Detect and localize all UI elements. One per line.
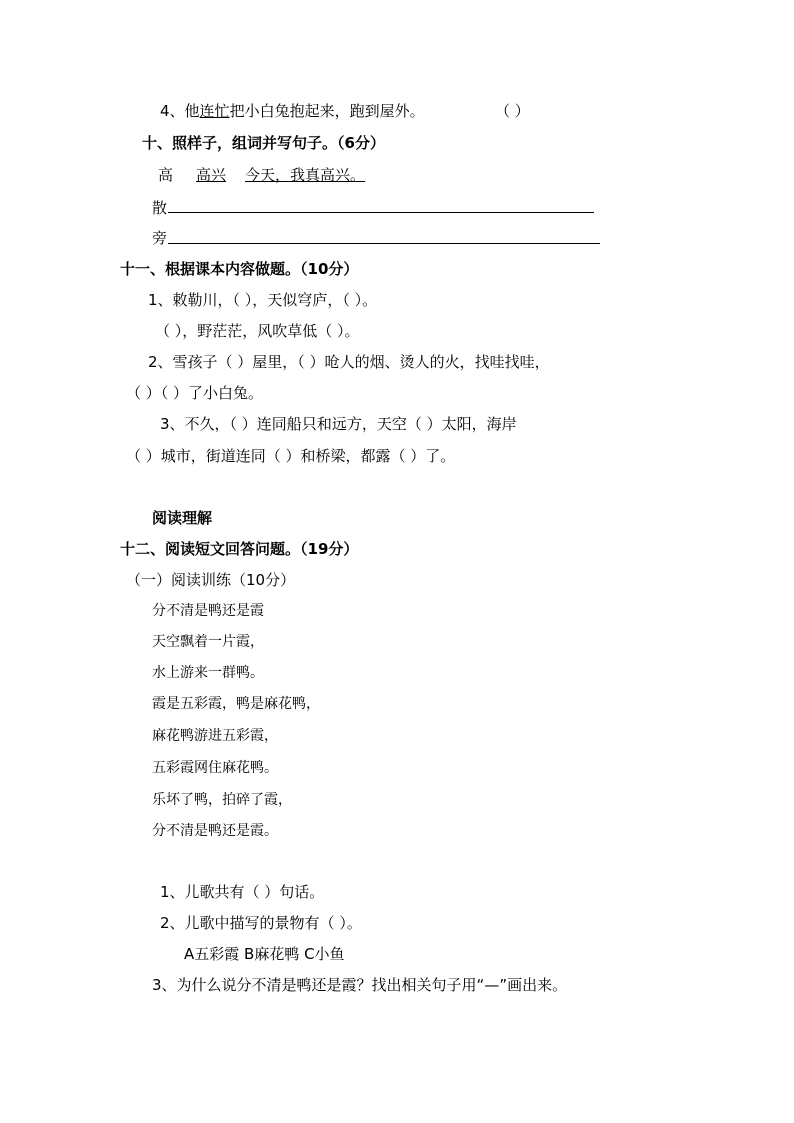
section-10-heading: 十、照样子，组词并写句子。（6分） [142, 134, 385, 152]
answer-blank: （ ） [495, 102, 530, 120]
story-fill-line-1: 2、雪孩子（ ）屋里，（ ）呛人的烟、烫人的火，找哇找哇， [148, 353, 550, 371]
story-fill-line-2: （ ）（ ）了小白兔。 [126, 384, 264, 402]
poem-line: 水上游来一群鸭。 [152, 665, 264, 681]
answer-line-san [168, 212, 594, 213]
text-fill-line-2: （ ）城市，街道连同（ ）和桥梁，都露（ ）了。 [126, 447, 456, 465]
exercise-char-san: 散 [152, 199, 168, 217]
question-2-options: A五彩霞 B麻花鸭 C小鱼 [184, 945, 345, 963]
text-fill-line-1: 3、不久，（ ）连同船只和远方，天空（ ）太阳，海岸 [160, 415, 517, 433]
question-1: 1、儿歌共有（ ）句话。 [160, 883, 325, 901]
question-3: 3、为什么说分不清是鸭还是霞？找出相关句子用“—”画出来。 [152, 976, 568, 994]
poem-line: 霞是五彩霞，鸭是麻花鸭， [152, 696, 320, 712]
poem-title: 分不清是鸭还是霞 [152, 603, 264, 619]
poem-fill-line-1: 1、敕勒川，（ ），天似穹庐，（ ）。 [148, 291, 378, 309]
poem-line: 天空飘着一片霞， [152, 634, 264, 650]
reading-sub-heading: （一）阅读训练（10分） [126, 571, 296, 589]
answer-line-pang [168, 243, 600, 244]
reading-label: 阅读理解 [152, 509, 213, 527]
poem-line: 五彩霞网住麻花鸭。 [152, 760, 278, 776]
poem-line: 麻花鸭游进五彩霞， [152, 728, 278, 744]
poem-line: 分不清是鸭还是霞。 [152, 823, 278, 839]
question-text-suffix: 把小白兔抱起来，跑到屋外。 [229, 102, 425, 120]
poem-line: 乐坏了鸭，拍碎了霞， [152, 792, 292, 808]
example-word: 高兴 [196, 166, 227, 184]
question-2: 2、儿歌中描写的景物有（ ）。 [160, 914, 362, 932]
section-11-heading: 十一、根据课本内容做题。（10分） [120, 260, 359, 278]
underlined-word: 连忙 [199, 102, 230, 120]
example-char: 高 [158, 166, 174, 184]
exercise-char-pang: 旁 [152, 229, 168, 247]
poem-fill-line-2: （ ），野茫茫，风吹草低（ ）。 [155, 322, 360, 340]
example-sentence: 今天，我真高兴。 [245, 166, 366, 184]
question-text-prefix: 4、他 [160, 102, 200, 120]
question-9-item-4 [160, 101, 425, 121]
section-12-heading: 十二、阅读短文回答问题。（19分） [120, 540, 359, 558]
